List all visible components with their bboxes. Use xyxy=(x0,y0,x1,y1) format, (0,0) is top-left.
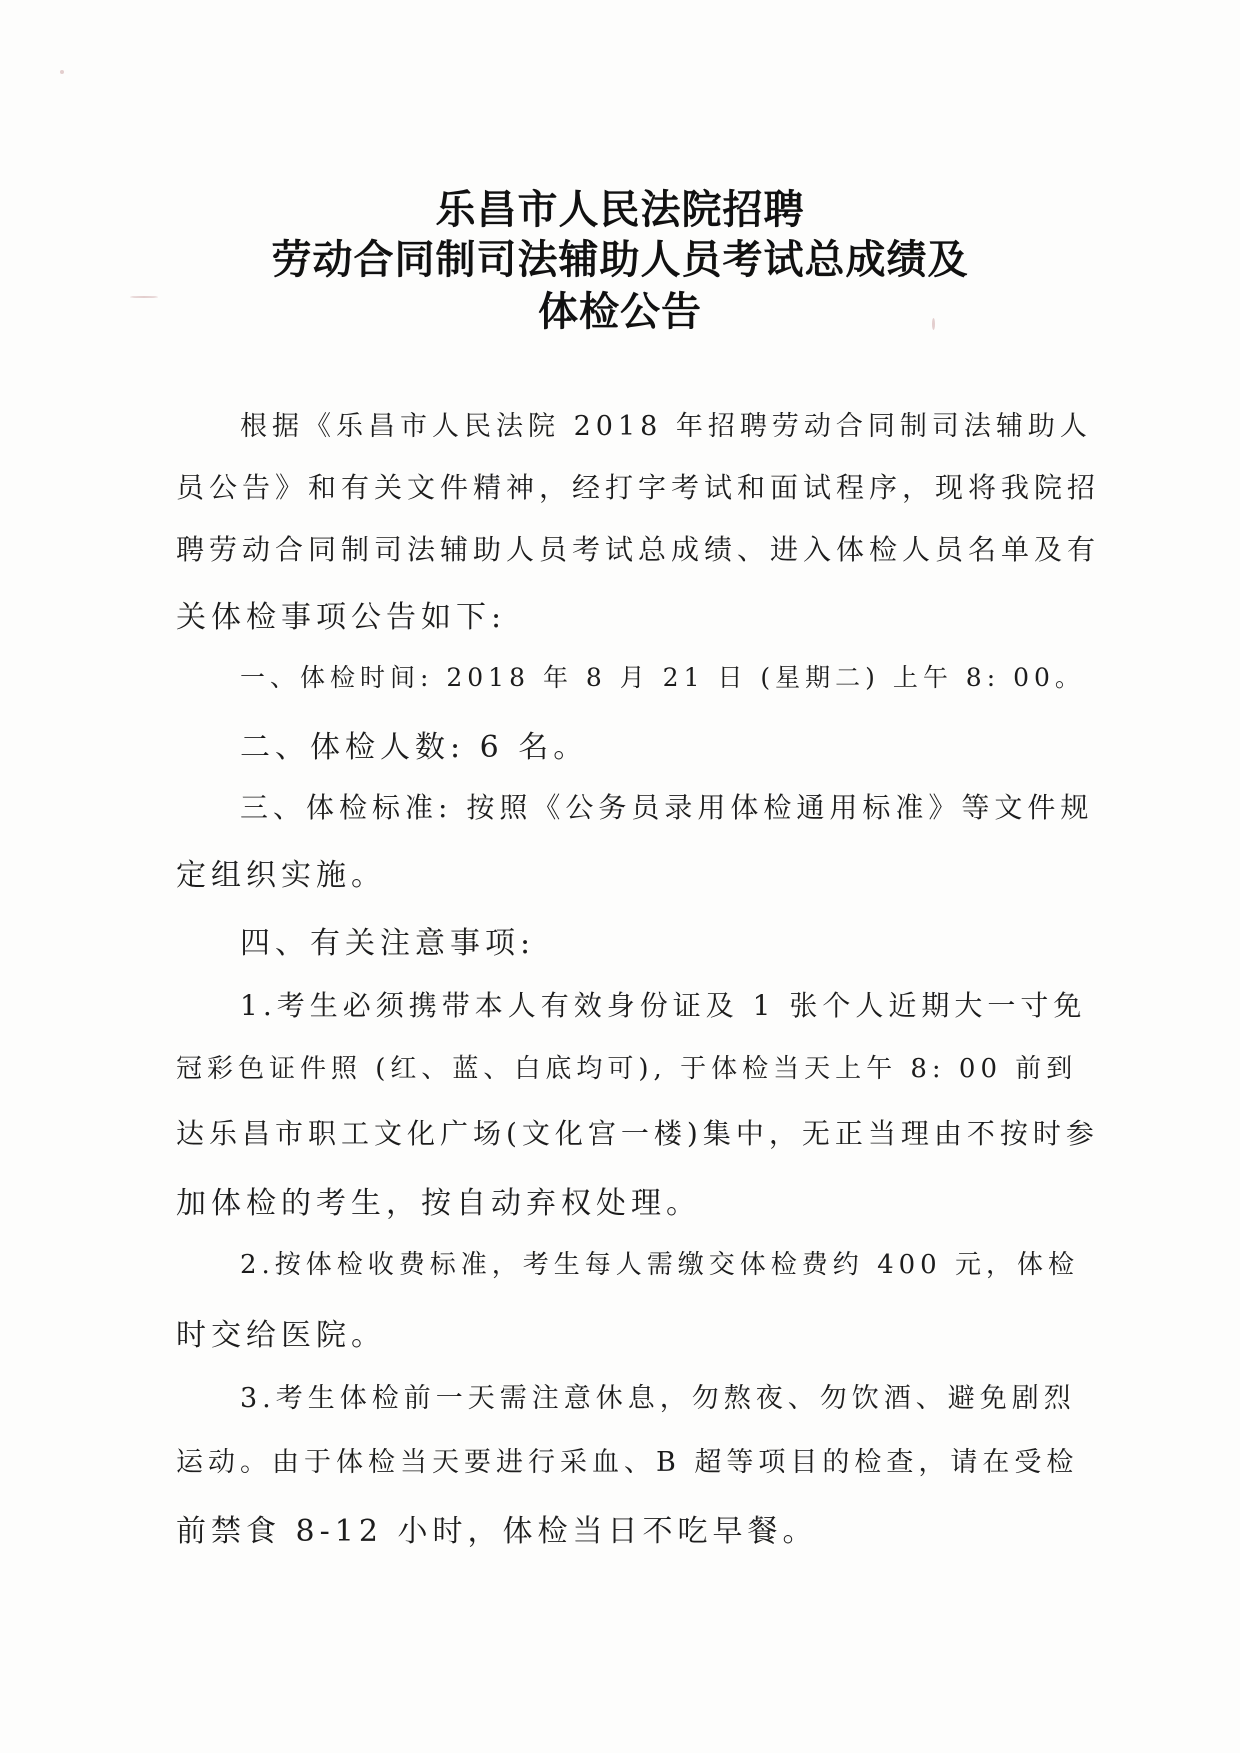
title-line-3: 体检公告 xyxy=(538,289,702,335)
intro-line-1: 根据《乐昌市人民法院 2018 年招聘劳动合同制司法辅助人 xyxy=(240,411,1092,442)
item-standard-line-1: 三、体检标准: 按照《公务员录用体检通用标准》等文件规 xyxy=(240,791,1094,824)
scan-speck xyxy=(60,70,64,74)
note-3-line-3: 前禁食 8-12 小时，体检当日不吃早餐。 xyxy=(176,1514,818,1549)
note-1-line-4: 加体检的考生，按自动弃权处理。 xyxy=(176,1186,701,1221)
note-2-line-1: 2.按体检收费标准，考生每人需缴交体检费约 400 元，体检 xyxy=(240,1250,1079,1280)
notes-heading: 四、有关注意事项: xyxy=(240,926,536,961)
note-1-line-3: 达乐昌市职工文化广场(文化宫一楼)集中，无正当理由不按时参 xyxy=(176,1117,1099,1150)
note-3-line-2: 运动。由于体检当天要进行采血、B 超等项目的检查，请在受检 xyxy=(176,1447,1079,1478)
item-exam-count: 二、体检人数: 6 名。 xyxy=(240,730,589,765)
note-2-line-2: 时交给医院。 xyxy=(176,1318,386,1353)
item-standard-line-2: 定组织实施。 xyxy=(176,858,386,893)
title-line-1: 乐昌市人民法院招聘 xyxy=(435,187,805,233)
intro-line-3: 聘劳动合同制司法辅助人员考试总成绩、进入体检人员名单及有 xyxy=(176,533,1101,566)
intro-line-2: 员公告》和有关文件精神，经打字考试和面试程序，现将我院招 xyxy=(176,471,1101,504)
note-1-line-1: 1.考生必须携带本人有效身份证及 1 张个人近期大一寸免 xyxy=(240,989,1087,1022)
note-1-line-2: 冠彩色证件照 (红、蓝、白底均可), 于体检当天上午 8: 00 前到 xyxy=(176,1054,1078,1084)
title-line-2: 劳动合同制司法辅助人员考试总成绩及 xyxy=(271,237,969,283)
item-exam-time: 一、体检时间: 2018 年 8 月 21 日 (星期二) 上午 8: 00。 xyxy=(240,663,1085,692)
note-3-line-1: 3.考生体检前一天需注意休息，勿熬夜、勿饮酒、避免剧烈 xyxy=(240,1383,1076,1414)
intro-line-4: 关体检事项公告如下: xyxy=(176,600,507,635)
